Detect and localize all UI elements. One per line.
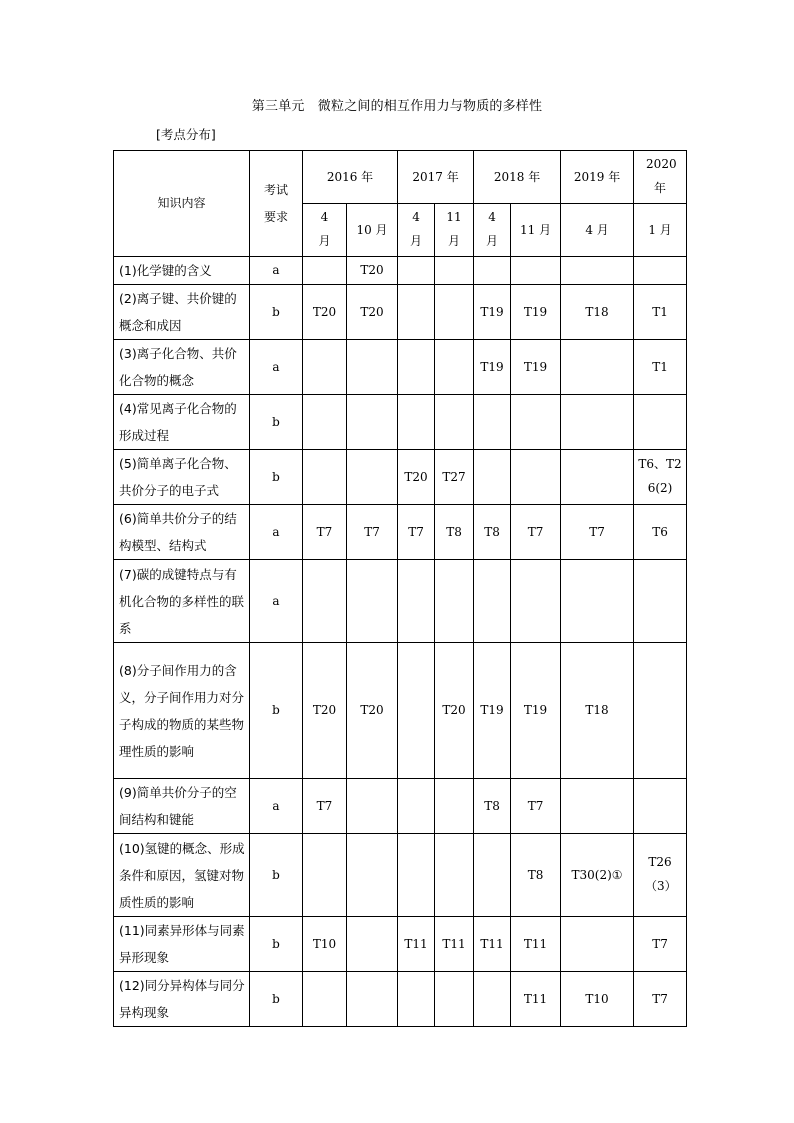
header-month: 11 月 — [435, 204, 474, 257]
header-month: 4 月 — [561, 204, 634, 257]
table-row — [114, 450, 687, 505]
table-row — [114, 834, 687, 917]
exam-item-cell: T19 — [511, 285, 561, 340]
exam-item-cell: T10 — [303, 917, 347, 972]
exam-item-cell — [474, 972, 511, 1027]
exam-item-cell: T10 — [561, 972, 634, 1027]
exam-item-cell — [634, 450, 687, 505]
header-year-2017: 2017 年 — [398, 151, 474, 204]
exam-item-cell: T1 — [634, 285, 687, 340]
exam-item-cell: T11 — [474, 917, 511, 972]
exam-item-cell: T18 — [561, 643, 634, 779]
exam-item-cell — [347, 972, 398, 1027]
exam-item-cell — [634, 257, 687, 285]
exam-item-cell — [435, 560, 474, 643]
exam-item-cell — [398, 643, 435, 779]
exam-item-cell — [474, 560, 511, 643]
header-year-2018: 2018 年 — [474, 151, 561, 204]
exam-item-cell — [303, 340, 347, 395]
exam-item-cell: T20 — [435, 643, 474, 779]
table-row — [114, 505, 687, 560]
header-year-2020: 2020 年 — [634, 151, 687, 204]
requirement-cell: b — [250, 834, 303, 917]
exam-item-cell: T7 — [511, 505, 561, 560]
exam-item-cell — [303, 257, 347, 285]
exam-item-text: T26（3） — [645, 855, 677, 893]
header-month: 4 月 — [474, 204, 511, 257]
exam-item-cell: T20 — [347, 285, 398, 340]
exam-item-cell: T8 — [435, 505, 474, 560]
exam-item-cell — [511, 450, 561, 505]
topic-cell: (1)化学键的含义 — [114, 257, 250, 285]
exam-item-cell: T7 — [561, 505, 634, 560]
requirement-cell: a — [250, 340, 303, 395]
exam-item-cell — [561, 395, 634, 450]
header-row-years — [114, 151, 687, 204]
topic-cell: (6)简单共价分子的结构模型、结构式 — [114, 505, 250, 560]
exam-item-cell — [398, 779, 435, 834]
table-row — [114, 257, 687, 285]
exam-item-cell — [303, 834, 347, 917]
topic-cell: (12)同分异构体与同分异构现象 — [114, 972, 250, 1027]
exam-item-cell — [347, 395, 398, 450]
exam-item-cell: T20 — [347, 257, 398, 285]
exam-item-cell — [435, 779, 474, 834]
requirement-cell: b — [250, 395, 303, 450]
exam-item-cell — [474, 834, 511, 917]
exam-item-cell: T19 — [474, 340, 511, 395]
exam-item-cell — [474, 395, 511, 450]
exam-item-cell: T20 — [303, 643, 347, 779]
topic-cell: (11)同素异形体与同素异形现象 — [114, 917, 250, 972]
exam-item-cell — [435, 340, 474, 395]
exam-item-cell — [347, 450, 398, 505]
table-row — [114, 643, 687, 779]
exam-item-cell: T8 — [474, 779, 511, 834]
exam-item-cell: T7 — [634, 972, 687, 1027]
header-month: 4 月 — [303, 204, 347, 257]
exam-item-cell — [347, 340, 398, 395]
header-requirement: 考试要求 — [250, 151, 303, 257]
exam-item-cell: T19 — [511, 340, 561, 395]
exam-item-cell — [634, 395, 687, 450]
exam-item-cell — [561, 560, 634, 643]
exam-item-cell — [347, 834, 398, 917]
exam-item-cell: T7 — [303, 505, 347, 560]
table-row — [114, 285, 687, 340]
exam-item-cell — [398, 560, 435, 643]
header-month: 1 月 — [634, 204, 687, 257]
topic-cell: (9)简单共价分子的空间结构和键能 — [114, 779, 250, 834]
topic-cell: (10)氢键的概念、形成条件和原因，氢键对物质性质的影响 — [114, 834, 250, 917]
exam-item-cell — [398, 395, 435, 450]
requirement-cell: a — [250, 560, 303, 643]
table-row — [114, 395, 687, 450]
header-knowledge: 知识内容 — [114, 151, 250, 257]
requirement-cell: b — [250, 285, 303, 340]
exam-item-cell — [398, 972, 435, 1027]
table-row — [114, 917, 687, 972]
exam-item-cell — [347, 779, 398, 834]
exam-item-cell — [435, 257, 474, 285]
exam-item-cell: T11 — [511, 972, 561, 1027]
exam-item-cell: T27 — [435, 450, 474, 505]
exam-item-cell — [561, 340, 634, 395]
exam-item-cell: T8 — [474, 505, 511, 560]
exam-item-cell — [398, 285, 435, 340]
exam-item-cell — [303, 450, 347, 505]
topic-cell: (2)离子键、共价键的概念和成因 — [114, 285, 250, 340]
exam-item-cell — [398, 340, 435, 395]
table-row — [114, 972, 687, 1027]
exam-item-cell: T8 — [511, 834, 561, 917]
exam-item-cell — [435, 834, 474, 917]
exam-item-cell: T11 — [398, 917, 435, 972]
exam-item-cell: T18 — [561, 285, 634, 340]
exam-item-cell — [303, 972, 347, 1027]
exam-distribution-table — [113, 150, 687, 1027]
exam-item-cell: T7 — [634, 917, 687, 972]
exam-item-cell: T20 — [303, 285, 347, 340]
topic-cell: (5)简单离子化合物、共价分子的电子式 — [114, 450, 250, 505]
exam-item-cell: T7 — [303, 779, 347, 834]
exam-item-cell: T19 — [474, 285, 511, 340]
exam-item-cell — [474, 450, 511, 505]
exam-item-cell — [474, 257, 511, 285]
topic-cell: (8)分子间作用力的含义，分子间作用力对分子构成的物质的某些物理性质的影响 — [114, 643, 250, 779]
requirement-cell: b — [250, 917, 303, 972]
section-subtitle: [考点分布] — [156, 127, 216, 142]
exam-item-cell — [398, 834, 435, 917]
exam-item-cell — [561, 257, 634, 285]
table-row — [114, 779, 687, 834]
exam-item-cell: T30(2)① — [561, 834, 634, 917]
exam-item-cell: T19 — [511, 643, 561, 779]
exam-item-cell — [303, 395, 347, 450]
exam-item-cell — [435, 285, 474, 340]
topic-cell: (3)离子化合物、共价化合物的概念 — [114, 340, 250, 395]
exam-item-cell — [347, 560, 398, 643]
header-month: 10 月 — [347, 204, 398, 257]
exam-item-cell — [634, 643, 687, 779]
exam-item-cell: T19 — [474, 643, 511, 779]
exam-item-cell — [634, 834, 687, 917]
header-month: 11 月 — [511, 204, 561, 257]
page-title: 第三单元 微粒之间的相互作用力与物质的多样性 — [251, 99, 543, 114]
table-row — [114, 340, 687, 395]
requirement-cell: a — [250, 779, 303, 834]
exam-item-cell: T11 — [435, 917, 474, 972]
exam-item-cell — [634, 779, 687, 834]
exam-item-cell: T7 — [347, 505, 398, 560]
exam-item-cell: T7 — [398, 505, 435, 560]
exam-item-cell — [435, 972, 474, 1027]
exam-item-cell: T1 — [634, 340, 687, 395]
exam-item-cell: T20 — [398, 450, 435, 505]
exam-item-cell — [561, 779, 634, 834]
topic-cell: (4)常见离子化合物的形成过程 — [114, 395, 250, 450]
exam-item-cell — [634, 560, 687, 643]
header-year-2016: 2016 年 — [303, 151, 398, 204]
requirement-cell: b — [250, 972, 303, 1027]
exam-item-cell — [561, 450, 634, 505]
topic-cell: (7)碳的成键特点与有机化合物的多样性的联系 — [114, 560, 250, 643]
exam-item-cell — [511, 257, 561, 285]
requirement-cell: b — [250, 450, 303, 505]
header-month: 4 月 — [398, 204, 435, 257]
exam-item-cell — [511, 560, 561, 643]
exam-item-cell: T6 — [634, 505, 687, 560]
exam-item-cell — [511, 395, 561, 450]
exam-item-cell: T11 — [511, 917, 561, 972]
exam-item-cell — [435, 395, 474, 450]
requirement-cell: a — [250, 257, 303, 285]
exam-item-cell — [303, 560, 347, 643]
requirement-cell: a — [250, 505, 303, 560]
exam-item-cell — [398, 257, 435, 285]
table-row — [114, 560, 687, 643]
exam-item-cell: T20 — [347, 643, 398, 779]
header-year-2019: 2019 年 — [561, 151, 634, 204]
exam-item-cell: T7 — [511, 779, 561, 834]
exam-item-text: T6、T26(2) — [638, 457, 682, 495]
exam-item-cell — [561, 917, 634, 972]
requirement-cell: b — [250, 643, 303, 779]
exam-item-cell — [347, 917, 398, 972]
